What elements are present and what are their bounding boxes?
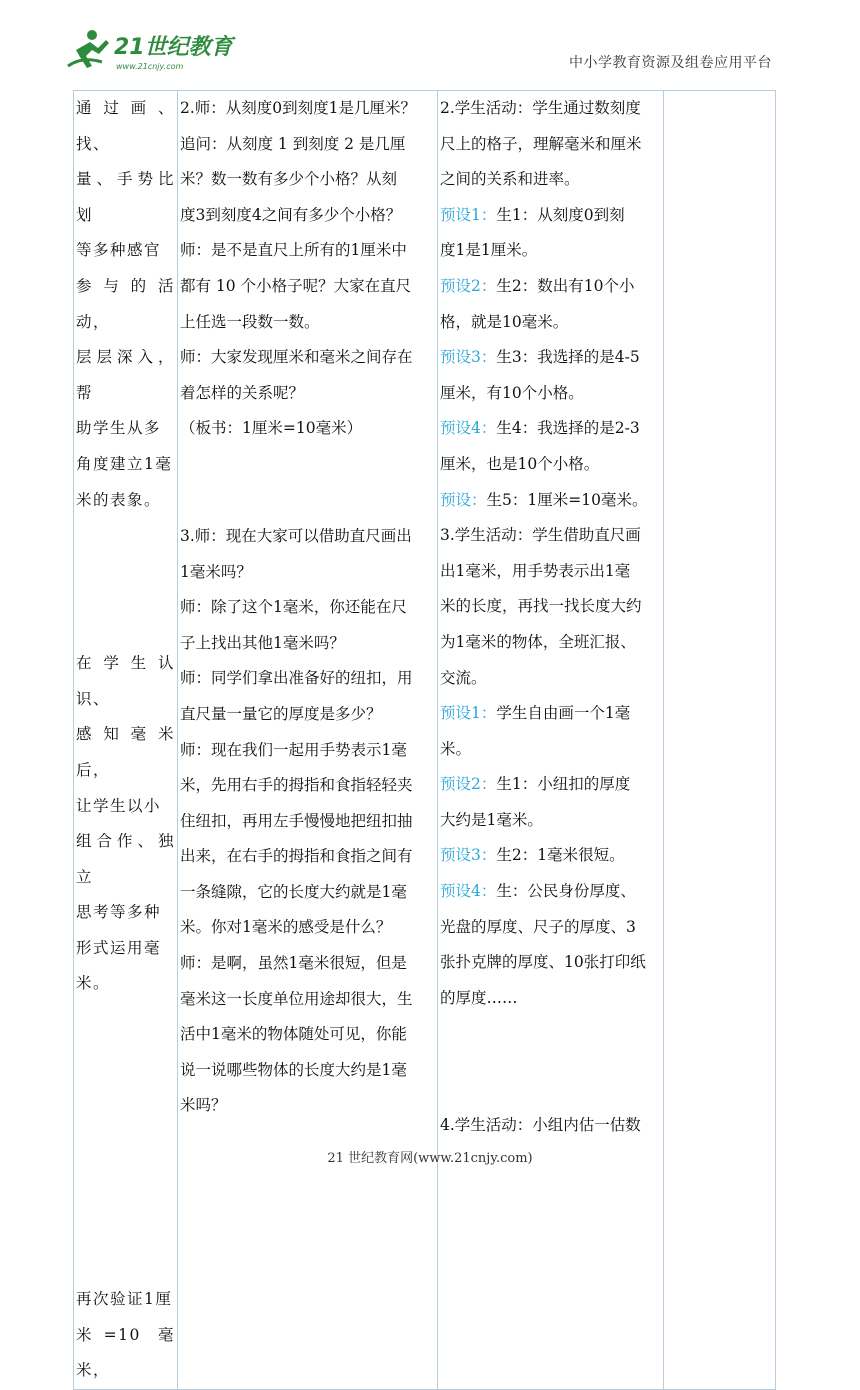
student-line: 米。 — [440, 739, 472, 758]
student-line: 尺上的格子，理解毫米和厘米 — [440, 134, 642, 153]
teacher-line: 子上找出其他1毫米吗？ — [180, 633, 345, 652]
teacher-line: 活中1毫米的物体随处可见，你能 — [180, 1025, 407, 1044]
teacher-line: 追问：从刻度 1 到刻度 2 是几厘 — [180, 134, 406, 153]
teacher-line: 出来，在右手的拇指和食指之间有 — [180, 847, 413, 866]
design-intent-cell — [74, 91, 178, 1390]
lesson-table — [73, 90, 776, 1390]
teacher-line: 米吗？ — [180, 1096, 227, 1115]
preset-tag: 预设4： — [440, 419, 497, 438]
preset-tag: 预设4： — [440, 882, 497, 901]
intent-line: 量、手势比划 — [76, 170, 175, 224]
student-line: 厘米，有10个小格。 — [440, 383, 584, 402]
logo — [62, 26, 242, 76]
preset-text: 生3：我选择的是4-5 — [496, 348, 640, 367]
teacher-line: 度3到刻度4之间有多少个小格？ — [180, 205, 402, 224]
teacher-line: 米？数一数有多少个小格？从刻 — [180, 170, 398, 189]
intent-line: 再次验证1厘 — [76, 1290, 173, 1309]
svg-text:21世纪教育: 21世纪教育 — [114, 35, 233, 60]
student-line: 张扑克牌的厚度、10张打印纸 — [440, 953, 646, 972]
preset-line — [440, 696, 661, 732]
intent-block-1 — [76, 91, 175, 518]
teacher-line: 师：是啊，虽然1毫米很短，但是 — [180, 954, 407, 973]
teacher-line: 米，先用右手的拇指和食指轻轻夹 — [180, 776, 413, 795]
intent-line: 米的表象。 — [76, 490, 162, 509]
teacher-line: 上任选一段数一数。 — [180, 312, 320, 331]
preset-tag: 预设1： — [440, 704, 497, 723]
teacher-line: 着怎样的关系呢？ — [180, 383, 305, 402]
teacher-line: 住纽扣，再用左手慢慢地把纽扣抽 — [180, 811, 413, 830]
student-line: 光盘的厚度、尺子的厚度、3 — [440, 917, 636, 936]
student-line: 4.学生活动：小组内估一估数 — [440, 1116, 641, 1135]
intent-line: 让学生以小 — [76, 796, 162, 815]
student-line: 为1毫米的物体，全班汇报、 — [440, 632, 636, 651]
teacher-line: 毫米这一长度单位用途却很大，生 — [180, 989, 413, 1008]
teacher-line: 3.师：现在大家可以借助直尺画出 — [180, 526, 412, 545]
intent-line: 参与的活动， — [76, 276, 175, 331]
student-line: 度1是1厘米。 — [440, 241, 538, 260]
teacher-line: 一条缝隙，它的长度大约就是1毫 — [180, 882, 407, 901]
preset-tag: 预设2： — [440, 775, 497, 794]
preset-line — [440, 411, 661, 447]
teacher-line: 师：同学们拿出准备好的纽扣，用 — [180, 669, 413, 688]
intent-block-3 — [76, 1282, 175, 1389]
preset-text: 生5：1厘米=10毫米。 — [486, 490, 648, 509]
teacher-line: 1毫米吗？ — [180, 562, 252, 581]
teacher-line: 师：是不是直尺上所有的1厘米中 — [180, 241, 407, 260]
teacher-line: 直尺量一量它的厚度是多少？ — [180, 704, 382, 723]
preset-line — [440, 874, 661, 910]
preset-tag: 预设3： — [440, 846, 497, 865]
preset-text: 生2：1毫米很短。 — [496, 846, 625, 865]
student-line: 2.学生活动：学生通过数刻度 — [440, 99, 641, 117]
preset-line — [440, 838, 661, 874]
preset-tag: 预设： — [440, 490, 487, 509]
intent-line: 通过画、找、 — [76, 99, 175, 153]
preset-text: 生1：小纽扣的厚度 — [496, 775, 631, 794]
preset-text: 生2：数出有10个小 — [496, 276, 635, 295]
student-line: 大约是1毫米。 — [440, 810, 543, 829]
teacher-activity-cell — [178, 91, 438, 1390]
intent-line: 感知毫米后， — [76, 725, 175, 779]
logo-graphic — [62, 26, 242, 76]
student-line: 米的长度，再找一找长度大约 — [440, 597, 642, 616]
preset-tag: 预设3： — [440, 348, 497, 367]
teacher-line: 米。你对1毫米的感受是什么？ — [180, 918, 392, 937]
preset-line — [440, 269, 661, 305]
preset-line — [440, 767, 661, 803]
intent-line: 米=10 毫米， — [76, 1325, 175, 1380]
teacher-line: 说一说哪些物体的长度大约是1毫 — [180, 1060, 407, 1079]
preset-tag: 预设1： — [440, 205, 497, 224]
page-header — [0, 0, 860, 90]
intent-line: 组合作、独立 — [76, 832, 175, 886]
preset-text: 学生自由画一个1毫 — [496, 704, 631, 723]
platform-title: 中小学教育资源及组卷应用平台 — [569, 55, 772, 71]
student-line: 交流。 — [440, 668, 487, 687]
student-line: 出1毫米，用手势表示出1毫 — [440, 561, 631, 580]
student-line: 3.学生活动：学生借助直尺画 — [440, 526, 641, 545]
preset-line — [440, 198, 661, 234]
intent-line: 角度建立1毫 — [76, 454, 173, 473]
notes-cell — [664, 91, 776, 1390]
preset-line — [440, 483, 661, 519]
svg-text:www.21cnjy.com: www.21cnjy.com — [116, 62, 184, 71]
table-row — [74, 91, 776, 1390]
student-line: 格，就是10毫米。 — [440, 312, 569, 331]
intent-line: 形式运用毫 — [76, 938, 162, 957]
preset-text: 生1：从刻度0到刻 — [496, 205, 625, 224]
student-line: 的厚度…… — [440, 988, 518, 1007]
intent-line: 等多种感官 — [76, 241, 162, 260]
teacher-line: 2.师：从刻度0到刻度1是几厘米？ — [180, 99, 417, 117]
intent-line: 米。 — [76, 974, 111, 993]
intent-block-2 — [76, 646, 175, 1002]
teacher-line: 都有 10 个小格子呢？大家在直尺 — [180, 276, 412, 295]
intent-line: 层层深入，帮 — [76, 348, 175, 402]
preset-text: 生4：我选择的是2-3 — [496, 419, 640, 438]
teacher-line: 师：除了这个1毫米，你还能在尺 — [180, 598, 407, 617]
student-line: 之间的关系和进率。 — [440, 170, 580, 189]
intent-line: 助学生从多 — [76, 419, 162, 438]
student-activity-cell — [438, 91, 664, 1390]
intent-line: 在学生认识、 — [76, 654, 175, 708]
intent-line: 思考等多种 — [76, 903, 162, 922]
board-note: （板书：1厘米=10毫米） — [180, 419, 363, 438]
page-footer: 21 世纪教育网(www.21cnjy.com) — [327, 1151, 533, 1166]
teacher-line: 师：大家发现厘米和毫米之间存在 — [180, 348, 413, 367]
teacher-line: 师：现在我们一起用手势表示1毫 — [180, 740, 407, 759]
preset-line — [440, 340, 661, 376]
preset-text: 生：公民身份厚度、 — [496, 882, 636, 901]
preset-tag: 预设2： — [440, 276, 497, 295]
student-line: 厘米，也是10个小格。 — [440, 454, 600, 473]
